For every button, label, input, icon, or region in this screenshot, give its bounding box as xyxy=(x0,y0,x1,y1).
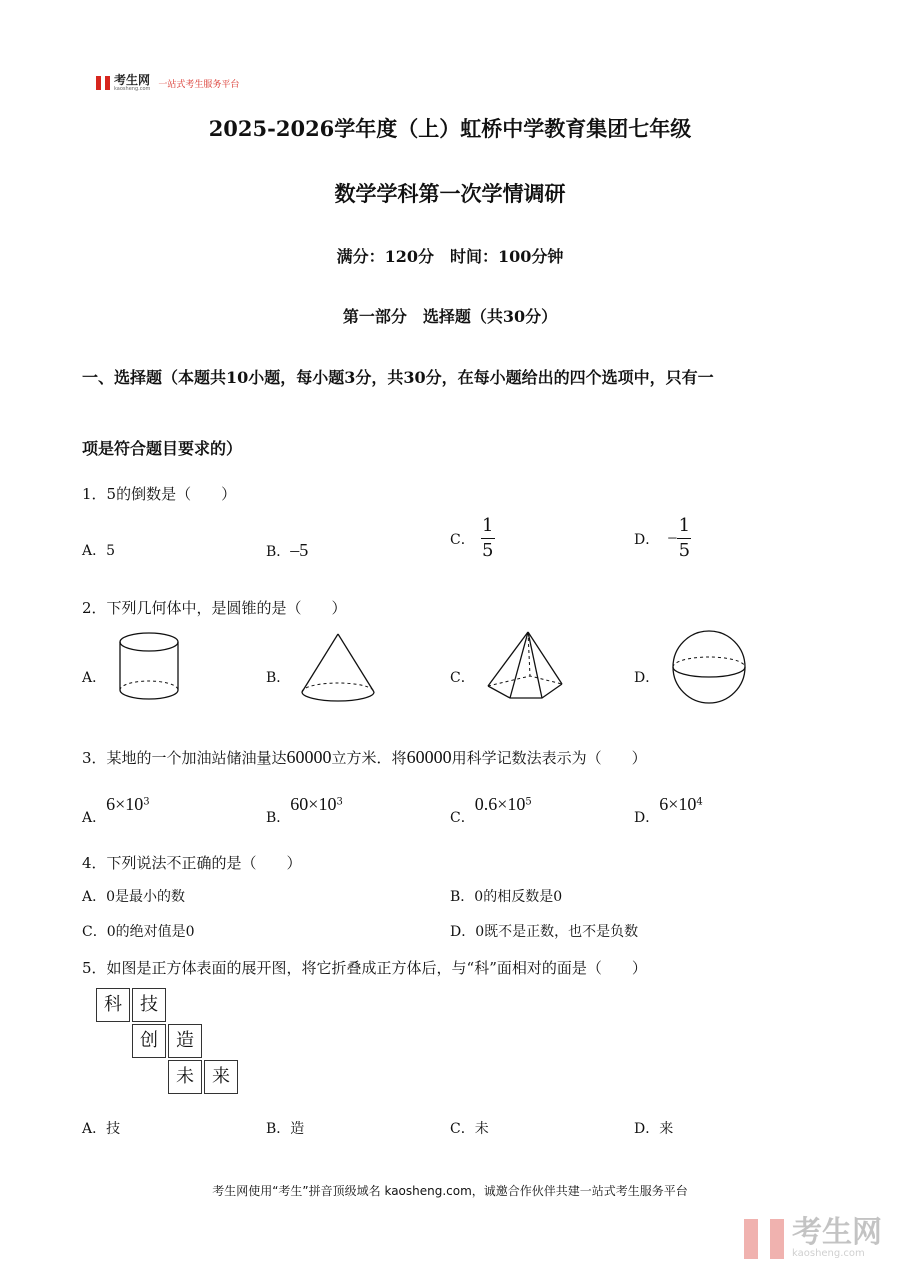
page-title: 2025-2026学年度（上）虹桥中学教育集团七年级 xyxy=(208,116,692,141)
cylinder-figure xyxy=(116,630,182,702)
q2-option-b-label: B． xyxy=(266,670,291,686)
q1-option-d: D． − $\frac{1}{5}$ xyxy=(634,515,691,561)
fraction-d: $\frac{1}{5}$ xyxy=(678,515,691,561)
net-cell: 科 xyxy=(96,988,130,1022)
q2-option-c-label: C． xyxy=(450,670,475,686)
q1-option-c: C． $\frac{1}{5}$ xyxy=(450,515,494,561)
net-cell: 造 xyxy=(168,1024,202,1058)
net-cell: 来 xyxy=(204,1060,238,1094)
q5-option-b: B．造 xyxy=(266,1121,305,1137)
q5-option-c: C．未 xyxy=(450,1121,489,1137)
part-heading: 第一部分 选择题（共30分） xyxy=(342,307,558,326)
q3-option-b: B．$60\times 10^3$ xyxy=(266,794,343,826)
question-2-stem: 2．下列几何体中，是圆锥的是（ ） xyxy=(82,599,347,617)
q4-option-d: D．0既不是正数，也不是负数 xyxy=(450,924,639,940)
q3-option-d: D．$6\times 10^4$ xyxy=(634,794,703,826)
q2-option-a-label: A． xyxy=(82,670,107,686)
question-4-stem: 4．下列说法不正确的是（ ） xyxy=(82,854,302,872)
logo-slogan: 一站式考生服务平台 xyxy=(158,79,240,90)
q4-option-c: C．0的绝对值是0 xyxy=(82,924,195,940)
logo-domain: kaosheng.com xyxy=(114,86,151,92)
cone-figure xyxy=(298,630,378,702)
net-cell: 技 xyxy=(132,988,166,1022)
watermark-logo-icon xyxy=(744,1219,784,1259)
net-cell: 未 xyxy=(168,1060,202,1094)
section-heading-cont: 项是符合题目要求的） xyxy=(82,439,243,458)
cube-net-figure xyxy=(96,988,242,1094)
q3-option-a: A．$6\times 10^3$ xyxy=(82,794,150,826)
exam-meta: 满分：120分 时间：100分钟 xyxy=(336,247,564,266)
site-logo xyxy=(96,74,239,92)
q1-option-a: A．5 xyxy=(82,543,116,559)
q5-option-d: D．来 xyxy=(634,1121,674,1137)
page-footer: 考生网使用“考生”拼音顶级域名 kaosheng.com，诚邀合作伙伴共建一站式考生服务平台 xyxy=(212,1184,688,1198)
q1-option-b: B．–5 xyxy=(266,540,309,560)
net-cell: 创 xyxy=(132,1024,166,1058)
q2-option-d-label: D． xyxy=(634,670,660,686)
q3-option-c: C．$0.6\times 10^5$ xyxy=(450,794,532,826)
question-3-stem: 3．某地的一个加油站储油量达60000立方米．将60000用科学记数法表示为（ ） xyxy=(82,747,647,767)
q4-option-a: A．0是最小的数 xyxy=(82,889,186,905)
pyramid-figure xyxy=(484,628,566,704)
watermark xyxy=(744,1215,882,1259)
page-subtitle: 数学学科第一次学情调研 xyxy=(334,181,566,206)
question-1-stem: 1．5的倒数是（ ） xyxy=(82,485,237,503)
watermark-name: 考生网 xyxy=(792,1215,882,1250)
q4-option-b: B．0的相反数是0 xyxy=(450,889,563,905)
q5-option-a: A．技 xyxy=(82,1121,121,1137)
question-5-stem: 5．如图是正方体表面的展开图，将它折叠成正方体后，与“科”面相对的面是（ ） xyxy=(82,959,647,977)
logo-name: 考生网 xyxy=(114,73,151,87)
section-heading: 一、选择题（本题共10小题，每小题3分，共30分，在每小题给出的四个选项中，只有一 xyxy=(82,368,714,387)
watermark-domain: kaosheng.com xyxy=(792,1248,865,1259)
fraction-c: $\frac{1}{5}$ xyxy=(481,515,494,561)
sphere-figure xyxy=(670,628,748,706)
logo-mark-icon xyxy=(96,76,110,90)
